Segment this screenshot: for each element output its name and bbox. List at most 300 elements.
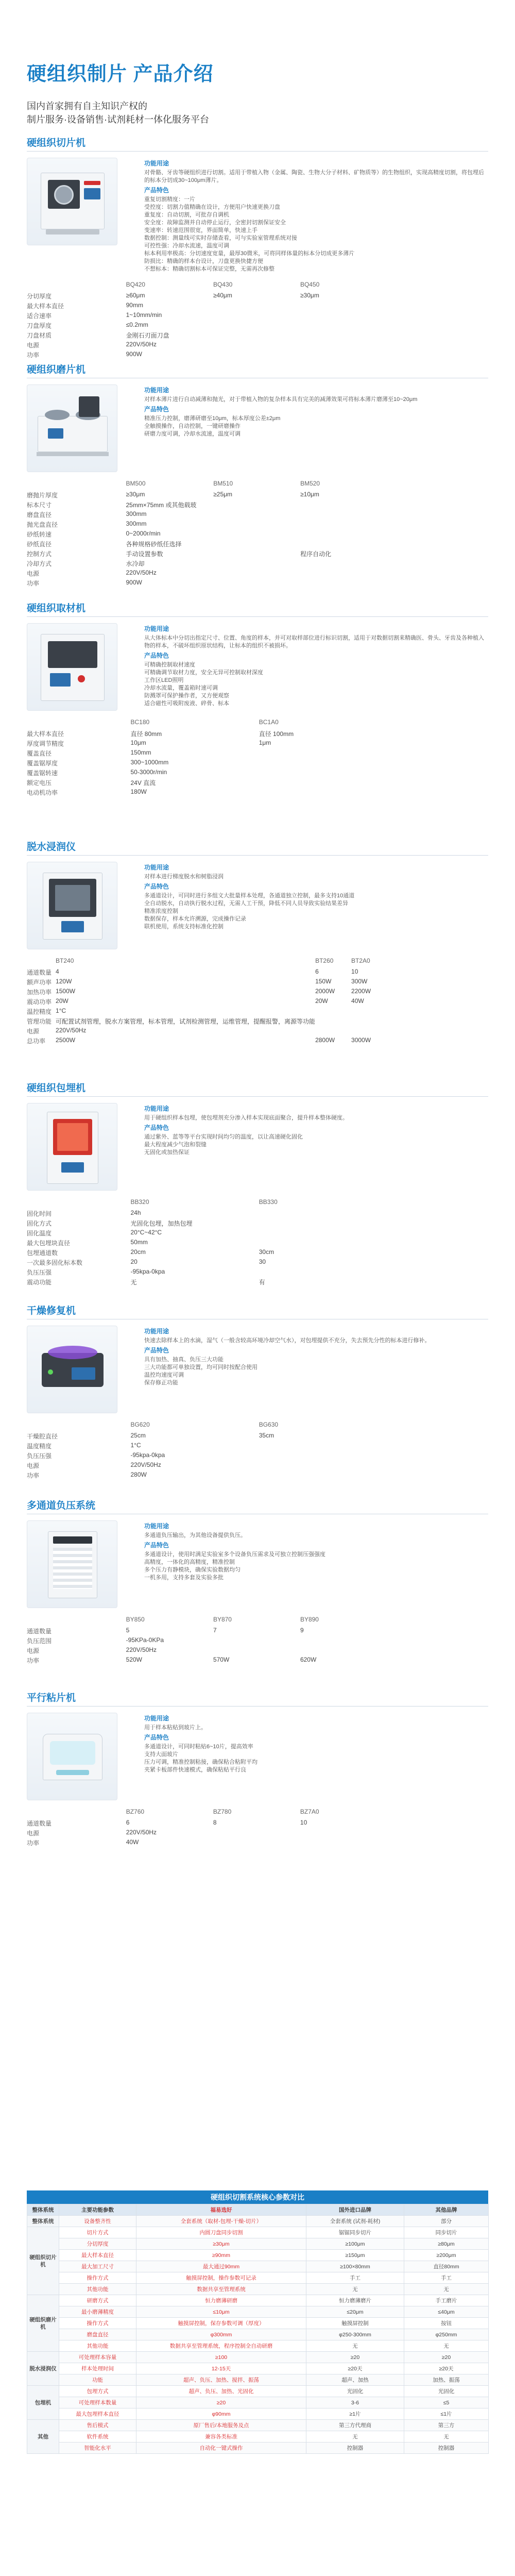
embedder-machine-image — [27, 1103, 117, 1191]
section-title: 硬组织包埋机 — [27, 1083, 86, 1094]
grinder-machine-image — [27, 384, 117, 472]
comparison-value-cell: 无 — [306, 2284, 404, 2295]
spec-row — [27, 778, 387, 788]
spec-label: 最大样本直径 — [27, 730, 64, 738]
spec-value: 50mm — [130, 1239, 148, 1246]
spec-row — [27, 768, 387, 778]
spec-row — [27, 1646, 387, 1655]
comparison-value-cell: 恒力磨薄磨片 — [306, 2295, 404, 2306]
multichannel-spec-table — [27, 1615, 387, 1665]
feature-item: 精准压力控制，磨薄研磨至10μm，标本厚度公差±2μm — [144, 415, 281, 422]
comparison-param-cell: 磨盘直径 — [59, 2329, 136, 2340]
model-name: BY890 — [300, 1616, 319, 1623]
spec-row — [27, 510, 387, 520]
spec-value: 1°C — [130, 1442, 141, 1449]
feature-item: 防损比：精确的样本台设计，刀盘更换快捷方便 — [144, 258, 263, 264]
comparison-header-cell: 整体系统 — [27, 2204, 59, 2216]
cutter-machine-image — [27, 158, 117, 245]
spec-value — [315, 1007, 351, 1016]
model-name: BQ430 — [213, 281, 233, 288]
page-title: 硬组织制片 产品介绍 — [27, 63, 214, 85]
spec-value — [300, 1838, 387, 1848]
comparison-param-cell: 可处理样本容量 — [59, 2352, 136, 2363]
spec-label: 最大样本直径 — [27, 303, 64, 310]
feature-item: 可精确调节取材力度，安全无异可控制取材深度 — [144, 670, 263, 676]
spec-row — [27, 977, 387, 987]
comparison-header-row — [27, 2204, 489, 2216]
comparison-row — [27, 2318, 489, 2329]
comparison-param-cell: 其他功能 — [59, 2284, 136, 2295]
model-name: BZ7A0 — [300, 1808, 319, 1815]
spec-value — [259, 748, 387, 758]
spec-value — [259, 1470, 387, 1480]
comparison-table — [27, 2204, 489, 2454]
comparison-value-cell: 直径80mm — [404, 2261, 489, 2272]
spec-value: -95kpa-0kpa — [130, 1451, 165, 1459]
embedder-description: 功能用途 用于硬组织样本包埋，使包埋剂充分渗入样本实现底面聚合，提升样本整体硬度。 产品特色 通过紫外、蓝等等平台实现时间均匀的温度，以让高速硬化固化 最大程度减少气泡和裂缝 无固化或加热保证 — [144, 1103, 488, 1191]
spec-label: 覆盖直径 — [27, 750, 52, 757]
model-name: BT260 — [315, 957, 334, 964]
section-title: 硬组织切片机 — [27, 138, 86, 148]
spec-row — [27, 1228, 387, 1238]
feature-item: 高精度，一体化的高精度，精准控制 — [144, 1559, 235, 1565]
spec-label: 电源 — [27, 1647, 40, 1654]
feature-item: 可控性强：冷却水流速，温度可调 — [144, 243, 229, 249]
comparison-value-cell: 无 — [306, 2431, 404, 2443]
dryer-spec-table — [27, 1420, 387, 1480]
section-title: 硬组织取材机 — [27, 603, 86, 614]
spec-label: 最大包埋块直径 — [27, 1240, 71, 1247]
spec-label: 总功率 — [27, 1038, 46, 1045]
feature-item: 夹紧卡板部件快速模式，确保粘贴平行良 — [144, 1767, 246, 1773]
spec-value: 3000W — [351, 1036, 371, 1044]
comparison-value-cell: 全套系统（取材-包埋-干燥-切片） — [136, 2216, 306, 2227]
spec-row — [27, 987, 387, 997]
comparison-value-cell: ≤5 — [404, 2397, 489, 2408]
spec-row — [27, 1451, 387, 1461]
spec-row — [27, 1470, 387, 1480]
comparison-value-cell: ≥100μm — [306, 2238, 404, 2250]
spec-row — [27, 490, 387, 500]
spec-value: 280W — [130, 1471, 147, 1478]
spec-value: 24V 直流 — [130, 779, 156, 787]
comparison-value-cell: 无 — [404, 2340, 489, 2352]
spec-value — [213, 1646, 300, 1655]
spec-label: 抛光盘直径 — [27, 521, 58, 528]
comparison-row — [27, 2227, 489, 2238]
spec-row — [27, 997, 387, 1007]
spec-label: 电源 — [27, 1462, 40, 1469]
feature-item: 受控度：切割力值精确在设计，方便用户快速更换刀盘 — [144, 204, 280, 210]
spec-row — [27, 729, 387, 739]
feature-item: 重复切割精度：一片 — [144, 196, 195, 203]
spec-label: 通道数量 — [27, 969, 52, 976]
spec-label: 砂纸直径 — [27, 541, 52, 548]
comparison-value-cell: ≥150μm — [306, 2250, 404, 2261]
spec-value: 520W — [126, 1656, 143, 1663]
spec-value — [213, 500, 300, 510]
spec-value: 300~1000mm — [130, 759, 169, 766]
feature-item: 多个压力有静模块，确保实验数据均匀 — [144, 1567, 241, 1573]
comparison-param-cell: 设备整齐性 — [59, 2216, 136, 2227]
feature-item: 重复度：自动切割，可批存自调机 — [144, 212, 229, 218]
comparison-row — [27, 2261, 489, 2272]
comparison-value-cell: ≤20μm — [306, 2306, 404, 2318]
comparison-value-cell: 恒力磨薄研磨 — [136, 2295, 306, 2306]
spec-model-row — [27, 1615, 387, 1626]
spec-row — [27, 1026, 387, 1036]
spec-value — [213, 520, 300, 529]
spec-value: 220V/50Hz — [130, 1461, 161, 1468]
spec-label: 覆盖锯转速 — [27, 770, 58, 777]
comparison-value-cell: 超声、负压、加热、光固化 — [136, 2386, 306, 2397]
spec-value: 8 — [213, 1819, 217, 1826]
spec-value: 220V/50Hz — [126, 1646, 157, 1653]
comparison-param-cell: 功能 — [59, 2374, 136, 2386]
section-embedder — [27, 1080, 488, 1303]
spec-value — [300, 520, 387, 529]
sampler-machine-image — [27, 623, 117, 711]
spec-value — [213, 539, 300, 549]
comparison-param-cell: 售后模式 — [59, 2420, 136, 2431]
spec-value — [300, 311, 387, 321]
section-press — [27, 1690, 488, 1860]
spec-label: 通道数量 — [27, 1820, 52, 1827]
comparison-value-cell: 同步切片 — [404, 2227, 489, 2238]
spec-label: 额声功率 — [27, 979, 52, 986]
spec-value — [351, 1026, 387, 1036]
feature-item: 数据控制：测量线可实时存储查看，可与实验室管理系统对接 — [144, 235, 297, 241]
comparison-value-cell: 触摸屏控制，操作参数可记录 — [136, 2272, 306, 2284]
comparison-value-cell: φ250mm — [404, 2329, 489, 2340]
spec-value: ≥60μm — [126, 292, 145, 299]
spec-model-row — [27, 280, 387, 291]
spec-value: 2200W — [351, 988, 371, 995]
comparison-value-cell: 手工磨片 — [404, 2295, 489, 2306]
feature-item: 数据保存，样本允许溯源，完成操作记录 — [144, 916, 246, 922]
comparison-value-cell: ≥20天 — [306, 2363, 404, 2374]
spec-value — [300, 568, 387, 578]
comparison-param-cell: 操作方式 — [59, 2272, 136, 2284]
infiltration-description: 功能用途 对样本进行梯度脱水和树脂浸润 产品特色 多通道设计，可同时进行多组文大批量样本处理，各通道独立控制，最多支持10通道 全自动脱水，自动执行脱水过程，无需人工干预，降低不同人员导致实验结果差异 精准浓度控制 数据保存，样本允许溯源，完成操作记录 联机使用，系统支持标准化控制 — [144, 862, 488, 949]
spec-label: 震动功率 — [27, 998, 52, 1006]
sampler-spec-table — [27, 718, 387, 797]
spec-label: 标本尺寸 — [27, 501, 52, 509]
comparison-group-cell: 包埋机 — [27, 2386, 59, 2420]
press-machine-image — [27, 1713, 117, 1800]
feature-item: 工作区LED照明 — [144, 677, 184, 683]
comparison-header-cell: 主要功能参数 — [59, 2204, 136, 2216]
comparison-value-cell: 光固化 — [404, 2386, 489, 2397]
spec-label: 磨盘直径 — [27, 511, 52, 518]
comparison-value-cell: 光固化 — [306, 2386, 404, 2397]
spec-row — [27, 529, 387, 539]
comparison-param-cell: 操作方式 — [59, 2318, 136, 2329]
model-name: BY870 — [213, 1616, 232, 1623]
spec-value: 5 — [126, 1627, 130, 1634]
spec-value: 2500W — [56, 1036, 76, 1044]
spec-row — [27, 549, 387, 559]
spec-label: 震动功能 — [27, 1279, 52, 1286]
spec-value — [213, 321, 300, 330]
spec-label: 负压压强 — [27, 1269, 52, 1276]
multichannel-description: 功能用途 多通道负压输出，为其他设备提供负压。 产品特色 多通道设计，使用时满足实验室多个设备负压需求及可独立控制压强强度 高精度，一体化的高精度，精准控制 多个压力有静模块，确保实验数据均匀 一机多用，支持多套及实验多批 — [144, 1520, 488, 1608]
comparison-value-cell: ≥20 — [306, 2352, 404, 2363]
spec-label: 适合速率 — [27, 312, 52, 320]
feature-item: 多通道设计，可同时进行多组文大批量样本处理，各通道独立控制，最多支持10通道 — [144, 893, 355, 899]
spec-value: 各种规格砂纸任选择 — [126, 541, 182, 548]
comparison-header-cell: 福易选好 — [136, 2204, 306, 2216]
comparison-param-cell: 研磨方式 — [59, 2295, 136, 2306]
spec-value — [213, 578, 300, 588]
spec-label: 一次最多固化标本数 — [27, 1259, 83, 1266]
comparison-row — [27, 2329, 489, 2340]
comparison-value-cell: ≤40μm — [404, 2306, 489, 2318]
comparison-value-cell: ≥20天 — [404, 2363, 489, 2374]
comparison-row — [27, 2408, 489, 2420]
spec-row — [27, 1277, 387, 1287]
spec-row — [27, 1461, 387, 1470]
spec-value: 20cm — [130, 1248, 146, 1256]
embedder-spec-table — [27, 1198, 387, 1287]
spec-value: 570W — [213, 1656, 230, 1663]
spec-value — [213, 350, 300, 360]
comparison-value-cell: 触摸屏控制，保存参数可调（厚度） — [136, 2318, 306, 2329]
spec-value — [213, 330, 300, 340]
comparison-value-cell: 兼容各类标准 — [136, 2431, 306, 2443]
spec-value — [300, 578, 387, 588]
comparison-row — [27, 2397, 489, 2408]
grinder-description: 功能用途 对样本薄片进行自动减薄和抛光，对于带植入物的复杂样本具有完美的减薄效果可将标本薄片磨薄至10~20μm 产品特色 精准压力控制，磨薄研磨至10μm，标本厚度公差±2μm 全触摸操作，自动控制，一键研磨操作 研磨力度可调，冷却水流速，温度可调 — [144, 384, 488, 472]
spec-row — [27, 1007, 387, 1016]
spec-row — [27, 340, 387, 350]
spec-model-row — [27, 1420, 387, 1431]
spec-value — [300, 539, 387, 549]
spec-label: 电源 — [27, 1028, 40, 1035]
comparison-param-cell: 其他功能 — [59, 2340, 136, 2352]
feature-item: 通过紫外、蓝等等平台实现时间均匀的温度，以让高速硬化固化 — [144, 1134, 303, 1140]
comparison-value-cell: 无 — [404, 2431, 489, 2443]
feature-item: 最大程度减少气泡和裂缝 — [144, 1142, 207, 1148]
feature-item: 全触摸操作，自动控制，一键研磨操作 — [144, 423, 241, 429]
spec-row — [27, 1828, 387, 1838]
feature-item: 精准浓度控制 — [144, 908, 178, 914]
spec-value — [213, 559, 300, 568]
spec-row — [27, 967, 387, 977]
comparison-value-cell: 3-6 — [306, 2397, 404, 2408]
comparison-row — [27, 2363, 489, 2374]
feature-item: 多通道设计，可同时粘贴6~10片，提高效率 — [144, 1744, 253, 1750]
model-name: BQ450 — [300, 281, 320, 288]
spec-model-row — [27, 718, 387, 729]
spec-value — [213, 311, 300, 321]
spec-row — [27, 1626, 387, 1636]
comparison-group-cell: 其他 — [27, 2420, 59, 2454]
spec-label: 固化温度 — [27, 1230, 52, 1237]
spec-row — [27, 1016, 387, 1026]
spec-value: 40W — [126, 1838, 139, 1846]
spec-value: ≥40μm — [213, 292, 232, 299]
spec-value — [259, 1441, 387, 1451]
spec-value: 900W — [126, 350, 142, 358]
spec-label: 刀盘厚度 — [27, 322, 52, 329]
spec-label: 加热功率 — [27, 989, 52, 996]
comparison-param-cell: 样本处理时间 — [59, 2363, 136, 2374]
spec-row — [27, 1636, 387, 1646]
spec-label: 冷却方式 — [27, 560, 52, 567]
comparison-value-cell: ≤10μm — [136, 2306, 306, 2318]
comparison-group-cell: 硬组织切片机 — [27, 2227, 59, 2295]
comparison-row — [27, 2431, 489, 2443]
feature-item: 安全度：故障监测并自动停止运行，全密封切割保证安全 — [144, 220, 286, 226]
spec-value: ≥10μm — [300, 491, 319, 498]
comparison-value-cell: 原厂售后/本地服务及点 — [136, 2420, 306, 2431]
comparison-param-cell: 切片方式 — [59, 2227, 136, 2238]
spec-value — [351, 1007, 387, 1016]
spec-row — [27, 321, 387, 330]
spec-value: 10μm — [130, 739, 146, 746]
section-title: 干燥修复机 — [27, 1306, 76, 1316]
spec-model-row — [27, 1198, 387, 1209]
spec-label: 磨抛片厚度 — [27, 492, 58, 499]
comparison-title: 硬组织切割系统核心参数对比 — [27, 2190, 488, 2204]
comparison-value-cell: ≥200μm — [404, 2250, 489, 2261]
spec-value: 20°C~42°C — [130, 1229, 162, 1236]
spec-row — [27, 1838, 387, 1848]
feature-item: 支持大面玻片 — [144, 1751, 178, 1758]
model-name: BT2A0 — [351, 957, 370, 964]
comparison-value-cell: 锯锯同步切片 — [306, 2227, 404, 2238]
spec-value: 直径 100mm — [259, 730, 294, 738]
spec-model-row — [27, 957, 387, 967]
spec-value — [300, 301, 387, 311]
comparison-value-cell: ≥80μm — [404, 2238, 489, 2250]
spec-value: 10 — [351, 968, 358, 975]
spec-value: 9 — [300, 1627, 304, 1634]
comparison-value-cell: 超声、加热 — [306, 2374, 404, 2386]
comparison-value-cell: 内圆刀盘同步切割 — [136, 2227, 306, 2238]
feature-item: 适合磁性可吸附废液、碎骨、标本 — [144, 700, 229, 707]
comparison-group-cell: 脱水浸润仪 — [27, 2352, 59, 2386]
spec-value: 20W — [56, 997, 68, 1005]
comparison-row — [27, 2306, 489, 2318]
spec-row — [27, 1218, 387, 1228]
spec-value: 1°C — [56, 1007, 66, 1014]
spec-value: 25mm×75mm 或其他载玻 — [126, 501, 197, 509]
spec-value: 30cm — [259, 1248, 274, 1256]
spec-value: 300mm — [126, 510, 147, 517]
model-name: BG630 — [259, 1421, 279, 1428]
spec-label: 温度精度 — [27, 1443, 52, 1450]
model-name: BZ760 — [126, 1808, 145, 1815]
spec-label: 刀盘材质 — [27, 332, 52, 339]
spec-value — [213, 568, 300, 578]
spec-row — [27, 1818, 387, 1828]
spec-value — [300, 559, 387, 568]
dryer-machine-image — [27, 1326, 117, 1413]
spec-value — [300, 1636, 387, 1646]
comparison-value-cell: 第三方 — [404, 2420, 489, 2431]
spec-row — [27, 1209, 387, 1218]
comparison-value-cell: 加热、振荡 — [404, 2374, 489, 2386]
spec-label: 砂纸转速 — [27, 531, 52, 538]
spec-label: 功率 — [27, 1657, 40, 1664]
spec-value: 30 — [259, 1258, 266, 1265]
spec-label: 负压压强 — [27, 1452, 52, 1460]
spec-label: 负压范围 — [27, 1637, 52, 1645]
spec-row — [27, 568, 387, 578]
spec-value: 可配置试剂管理，脱水方案管理，标本管理，试剂检测管理，运维管理，提醒报警，离源等功能 — [56, 1018, 316, 1025]
spec-label: 干燥腔直径 — [27, 1433, 58, 1440]
spec-row — [27, 301, 387, 311]
spec-value — [259, 778, 387, 788]
model-name: BY850 — [126, 1616, 145, 1623]
comparison-row — [27, 2443, 489, 2454]
feature-item: 无固化或加热保证 — [144, 1149, 190, 1156]
spec-value — [259, 758, 387, 768]
spec-value — [259, 1451, 387, 1461]
spec-label: 功率 — [27, 1839, 40, 1847]
spec-value: 620W — [300, 1656, 317, 1663]
comparison-param-cell: 最大加工尺寸 — [59, 2261, 136, 2272]
comparison-header-cell: 其他品牌 — [404, 2204, 489, 2216]
spec-label: 固化方式 — [27, 1220, 52, 1227]
spec-value: 金刚石刃面刀盘 — [126, 332, 169, 339]
spec-row — [27, 311, 387, 321]
spec-value — [213, 1828, 300, 1838]
model-name: BB320 — [130, 1198, 149, 1206]
section-multichannel — [27, 1498, 488, 1690]
feature-item: 冷却水流量，覆盖箱时速可调 — [144, 685, 218, 691]
spec-model-row — [27, 479, 387, 490]
spec-value — [259, 1267, 387, 1277]
comparison-param-cell: 智能化水平 — [59, 2443, 136, 2454]
comparison-value-cell: 数据共享至管理系统 — [136, 2284, 306, 2295]
feature-item: 研磨力度可调，冷却水流速，温度可调 — [144, 431, 241, 437]
spec-label: 固化时间 — [27, 1210, 52, 1217]
comparison-row — [27, 2238, 489, 2250]
comparison-group-cell: 整体系统 — [27, 2216, 59, 2227]
model-name: BZ780 — [213, 1808, 232, 1815]
spec-value: 10 — [300, 1819, 307, 1826]
comparison-header-cell: 国外进口品牌 — [306, 2204, 404, 2216]
spec-value — [300, 500, 387, 510]
spec-row — [27, 758, 387, 768]
spec-value: ≥30μm — [300, 292, 319, 299]
comparison-value-cell: ≥100 — [136, 2352, 306, 2363]
spec-value — [213, 1636, 300, 1646]
spec-value: 6 — [126, 1819, 130, 1826]
spec-row — [27, 1267, 387, 1277]
spec-value: ≥30μm — [126, 491, 145, 498]
section-title: 平行粘片机 — [27, 1693, 76, 1703]
comparison-value-cell: 数据共享至管理系统，程序控制全自动研磨 — [136, 2340, 306, 2352]
model-name: BM500 — [126, 480, 146, 487]
multichannel-machine-image — [27, 1520, 117, 1608]
spec-value: -95kpa-0kpa — [130, 1268, 165, 1275]
comparison-row — [27, 2250, 489, 2261]
comparison-value-cell: 12-15天 — [136, 2363, 306, 2374]
spec-value — [213, 301, 300, 311]
spec-value — [300, 330, 387, 340]
comparison-row — [27, 2284, 489, 2295]
spec-value — [300, 529, 387, 539]
spec-label: 功率 — [27, 352, 40, 359]
comparison-param-cell: 最大包埋样本直径 — [59, 2408, 136, 2420]
dryer-description: 功能用途 快速去除样本上的水滴，湿气（一般含较高环境冷却空气水），对包埋提供不充分，失去预先分性的标本进行修补。 产品特色 具有加热、抽真、负压三大功能 三大功能都可单独设置，均可同时按配合使用 温控均速度可调 保存修正功能 — [144, 1326, 488, 1413]
spec-value — [315, 1016, 351, 1026]
feature-item: 三大功能都可单独设置，均可同时按配合使用 — [144, 1364, 258, 1370]
